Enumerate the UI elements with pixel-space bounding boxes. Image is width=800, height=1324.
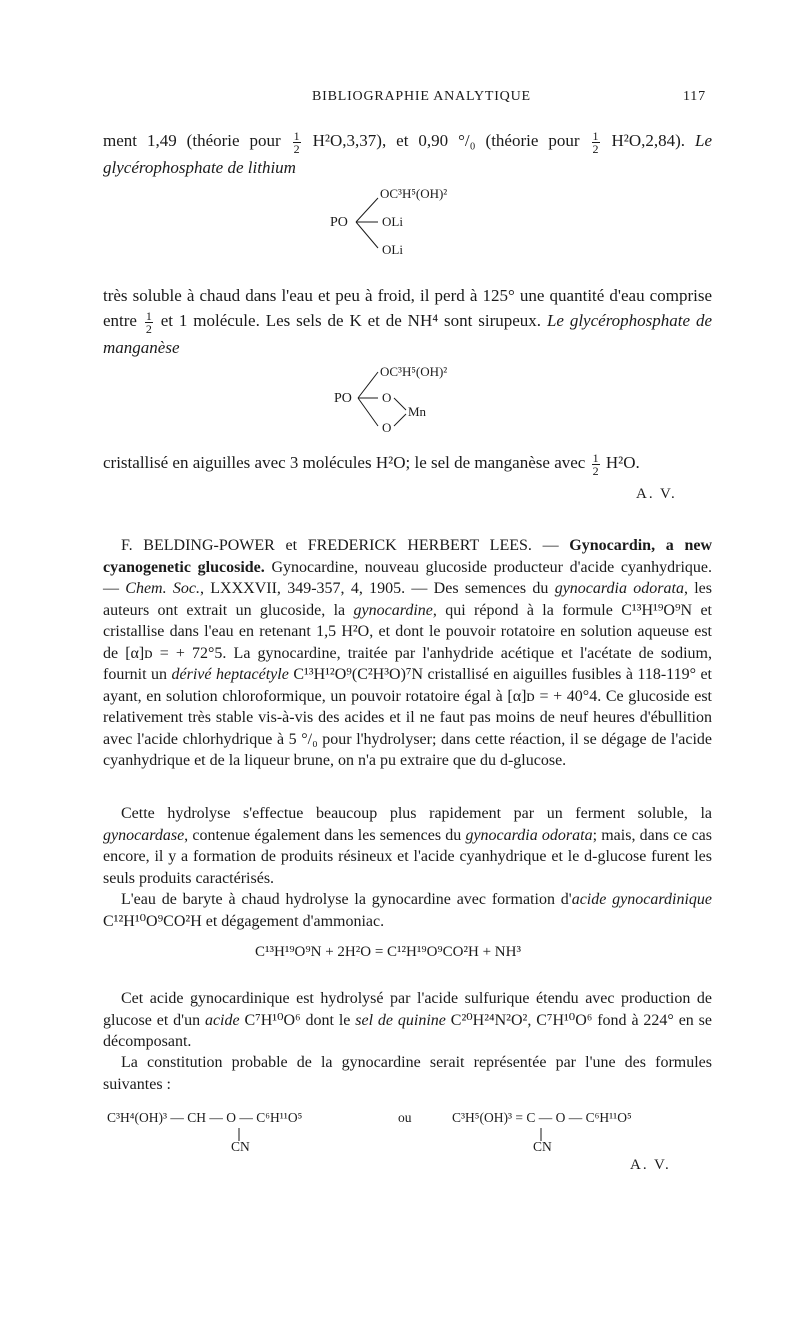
fraction-half: $\frac{1}{2}$ — [592, 128, 599, 156]
fraction-half: $\frac{1}{2}$ — [592, 450, 599, 478]
paragraph-hydrolysis: Cette hydrolyse s'effectue beaucoup plus rapidement par un ferment soluble, la gynocardase, contenue également dans les semences du gynocardia odorata; mais, dans ce cas encore, il y a formation de produits résineux et l'acide cyanhydrique et le d-glucose furent les seuls produits caractérisés. — [103, 805, 712, 887]
structure-oxygen: O — [382, 390, 392, 405]
structure-group-oc3h5: OC³H⁵(OH)² — [380, 364, 448, 379]
running-header — [0, 89, 800, 111]
paragraph-sulfuric: Cet acide gynocardinique est hydrolysé par l'acide sulfurique étendu avec production de glucose et d'un acide C⁷H¹⁰O⁶ dont le sel de quinine C²⁰H²⁴N²O², C⁷H¹⁰O⁶ fond à 224° en se décomposant. — [103, 990, 713, 1050]
lithium-glycerophosphate-structure — [330, 180, 530, 280]
article-gynocardin: F. BELDING-POWER et FREDERICK HERBERT LEES. — Gynocardin, a new cyanogenetic glucoside. Gynocardine, nouveau glucoside producteur d'acide cyanhydrique. — Chem. Soc., LXXXVII, 349-357, 4, 1905. — Des semences du gynocardia odorata, les auteurs ont extrait un glucoside, la gynocardine, qui répond à la formule C¹³H¹⁹O⁹N et cristallise dans l'eau en retenant 1,5 H²O, et dont le pouvoir rotatoire en solution aqueuse est de [α]ᴅ = + 72°5. La gynocardine, traitée par l'anhydride acétique et l'acétate de sodium, fournit un dérivé heptacétyle C¹³H¹²O⁹(C²H³O)⁷N cristallisé en aiguilles fusibles à 118-119° et ayant, en solution chloroformique, un pouvoir rotatoire égal à [α]ᴅ = + 40°4. Ce glucoside est relativement très stable vis-à-vis des acides et il ne faut pas moins de neuf heures d'ébullition avec l'acide chlorhydrique à 5 °/₀ pour l'hydrolyser; dans cette réaction, il se dégage de l'acide cyanhydrique et de la liqueur brune, on n'a pu extraire que du d-glucose. — [103, 537, 713, 769]
compound-name: Le glycérophosphate de lithium — [103, 131, 713, 177]
manganese-glycerophosphate-structure — [334, 362, 534, 442]
running-title: BIBLIOGRAPHIE ANALYTIQUE — [312, 89, 531, 104]
fraction-half: $\frac{1}{2}$ — [293, 128, 300, 156]
chemical-equation: C¹³H¹⁹O⁹N + 2H²O = C¹²H¹⁹O⁹CO²H + NH³ — [255, 944, 521, 960]
paragraph-lithium: ment 1,49 (théorie pour $\frac{1}{2}$ H²O,3,37), et 0,90 °/₀ (théorie pour $\frac{1}{2}$ H²O,2,84). Le glycérophosphate de lithium — [103, 128, 713, 177]
article-authors: F. BELDING-POWER et FREDERICK HERBERT LEES. — — [121, 537, 570, 554]
structure-group-oli: OLi — [382, 214, 403, 229]
formula-1: C³H⁴(OH)³ — CH — O — C⁶H¹¹O⁵ — [107, 1110, 303, 1125]
structure-group-oc3h5: OC³H⁵(OH)² — [380, 186, 448, 201]
journal-name: Chem. Soc. — [125, 580, 200, 597]
structure-po: PO — [330, 215, 348, 230]
cyano-group: CN — [231, 1139, 250, 1154]
structure-oxygen: O — [382, 420, 392, 435]
structure-group-oli: OLi — [382, 242, 403, 257]
page-number: 117 — [683, 89, 706, 104]
paragraph-manganese: très soluble à chaud dans l'eau et peu à froid, il perd à 125° une quantité d'eau comprise entre $\frac{1}{2}$ et 1 molécule. Les sels de K et de NH⁴ sont sirupeux. Le glycérophosphate de manganèse — [103, 286, 712, 357]
signature-initials: A. V. — [630, 1157, 671, 1173]
paragraph-baryte: L'eau de baryte à chaud hydrolyse la gynocardine avec formation d'acide gynocardinique C¹²H¹⁰O⁹CO²H et dégagement d'ammoniac. — [103, 891, 713, 930]
paragraph-crystallised: cristallisé en aiguilles avec 3 molécules H²O; le sel de manganèse avec $\frac{1}{2}$ H²O. — [103, 450, 640, 478]
compound-name: Le glycérophosphate de manganèse — [103, 311, 712, 357]
fraction-half: $\frac{1}{2}$ — [145, 308, 152, 336]
cyano-group: CN — [533, 1139, 552, 1154]
article-title: Gynocardin, a new cyanogenetic glucoside. — [103, 537, 712, 576]
signature-initials: A. V. — [636, 486, 677, 502]
formula-or: ou — [398, 1110, 412, 1125]
structure-po: PO — [334, 391, 352, 406]
structure-manganese: Mn — [408, 404, 427, 419]
formula-2: C³H⁵(OH)³ = C — O — C⁶H¹¹O⁵ — [452, 1110, 632, 1125]
paragraph-constitution: La constitution probable de la gynocardine serait représentée par l'une des formules suivantes : — [103, 1054, 712, 1093]
